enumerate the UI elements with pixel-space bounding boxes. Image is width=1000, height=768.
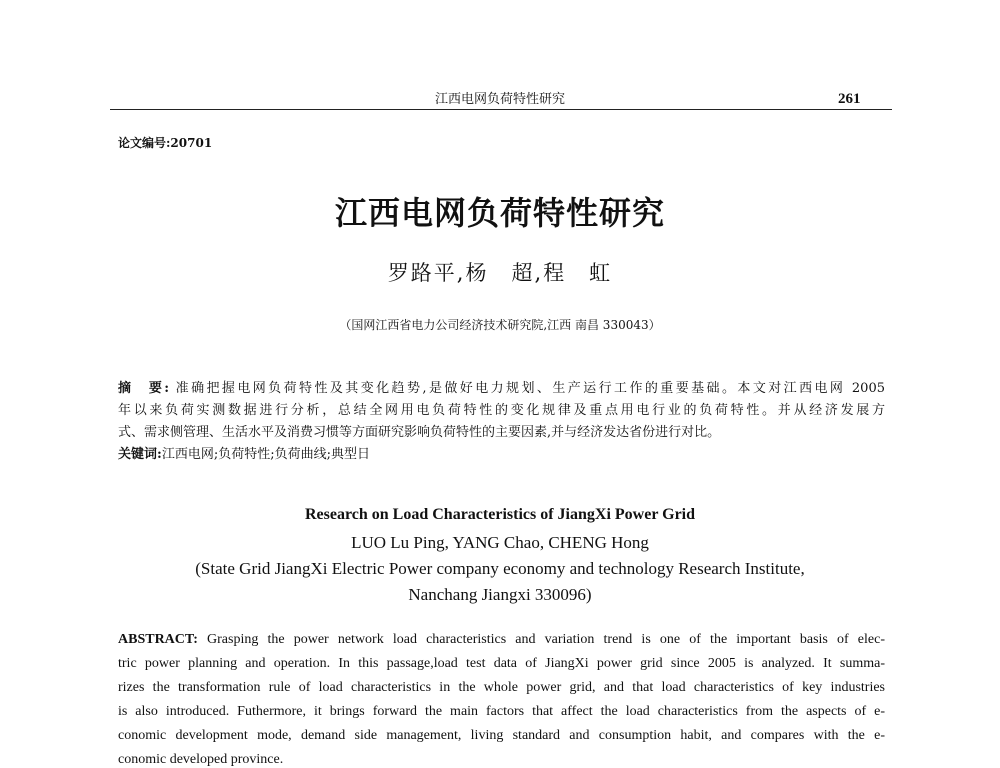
abstract-en-label: ABSTRACT: — [118, 632, 198, 647]
abstract-zh-label: 摘 要: — [118, 381, 170, 396]
running-title: 江西电网负荷特性研究 — [434, 92, 565, 107]
keywords-zh: 关键词:江西电网;负荷特性;负荷曲线;典型日 — [118, 447, 370, 462]
header-rule — [110, 109, 892, 110]
abstract-en-line: conomic developed province. — [118, 752, 284, 767]
page-number: 261 — [838, 91, 861, 107]
paper-number: 论文编号:20701 — [118, 136, 213, 150]
abstract-zh-line: 年以来负荷实测数据进行分析，总结全网用电负荷特性的变化规律及重点用电行业的负荷特性。并从经济发展方 — [118, 403, 885, 418]
abstract-zh-line: 摘 要: 准确把握电网负荷特性及其变化趋势,是做好电力规划、生产运行工作的重要基础。本文对江西电网 2005 — [118, 381, 885, 396]
authors-en: LUO Lu Ping, YANG Chao, CHENG Hong — [351, 533, 649, 552]
abstract-en-line: rizes the transformation rule of load characteristics in the whole power grid, and that load characteristics of key industries — [118, 680, 885, 695]
affiliation-en-line: Nanchang Jiangxi 330096) — [408, 585, 592, 604]
abstract-en-line: ABSTRACT: Grasping the power network load characteristics and variation trend is one of the important basis of elec- — [118, 632, 885, 647]
abstract-en-line: conomic development mode, demand side management, living standard and consumption habit, and compares with the e- — [118, 728, 885, 743]
abstract-en-line: tric power planning and operation. In this passage,load test data of JiangXi power grid since 2005 is analyzed. It summa- — [118, 656, 885, 671]
paper-title-zh: 江西电网负荷特性研究 — [334, 194, 665, 232]
affiliation-zh: （国网江西省电力公司经济技术研究院,江西 南昌 330043） — [339, 318, 661, 332]
authors-zh: 罗路平,杨 超,程 虹 — [387, 261, 613, 285]
paper-title-en: Research on Load Characteristics of JiangXi Power Grid — [304, 506, 696, 523]
abstract-zh-line: 式、需求侧管理、生活水平及消费习惯等方面研究影响负荷特性的主要因素,并与经济发达省份进行对比。 — [118, 425, 721, 440]
abstract-en-line: is also introduced. Futhermore, it brings forward the main factors that affect the load characteristics from the aspects of e- — [118, 704, 885, 719]
affiliation-en-line: (State Grid JiangXi Electric Power company economy and technology Research Institute, — [195, 559, 805, 578]
